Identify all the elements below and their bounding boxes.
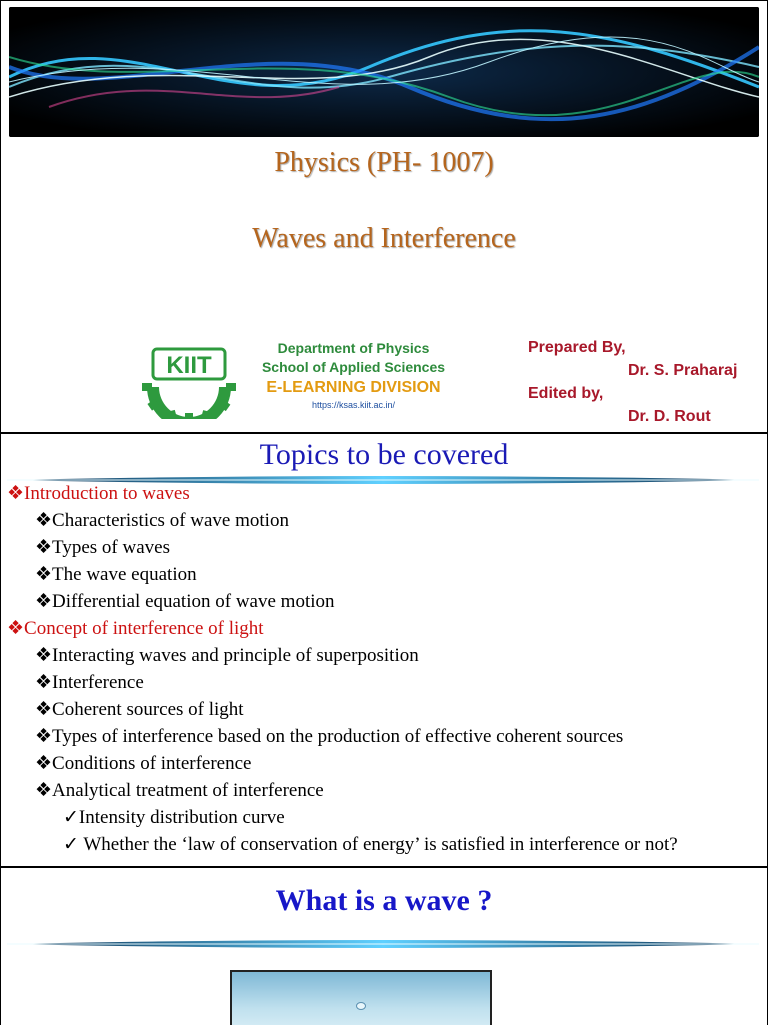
topic-sub-item [7, 723, 767, 750]
department-url[interactable]: https://ksas.kiit.ac.in/ [311, 400, 396, 410]
diamond-bullet-icon: ❖ [35, 726, 53, 747]
topic-sub-item [7, 507, 767, 534]
diamond-bullet-icon: ❖ [35, 780, 53, 801]
diamond-bullet-icon: ❖ [35, 510, 53, 531]
school-name: School of Applied Sciences [261, 359, 446, 375]
prepared-by-label: Prepared By, [528, 339, 626, 356]
topic-text: Introduction to waves [24, 483, 190, 504]
topic-text: Conditions of interference [52, 753, 252, 774]
water-ripple-image [230, 970, 492, 1025]
topic-sub-item [7, 696, 767, 723]
topic-sub-item [7, 777, 767, 804]
checkmark-icon: ✓ [63, 834, 79, 855]
topic-check-item [7, 831, 767, 858]
department-name: Department of Physics [277, 340, 430, 356]
wave-definition-slide [0, 867, 768, 1025]
topic-sub-item [7, 588, 767, 615]
elearning-division: E-LEARNING DIVISION [266, 379, 441, 396]
diamond-bullet-icon: ❖ [35, 699, 53, 720]
topic-sub-item [7, 642, 767, 669]
diamond-bullet-icon: ❖ [35, 753, 53, 774]
topic-sub-item [7, 750, 767, 777]
diamond-bullet-icon: ❖ [35, 645, 53, 666]
prepared-by-name: Dr. S. Praharaj [628, 362, 738, 379]
topic-text: Interference [52, 672, 144, 693]
topic-text: Concept of interference of light [24, 618, 264, 639]
water-drop [356, 1002, 366, 1010]
topics-list [7, 480, 767, 858]
topic-text: The wave equation [52, 564, 197, 585]
topic-text: Coherent sources of light [52, 699, 244, 720]
title-slide [0, 0, 768, 433]
topic-text: Analytical treatment of interference [52, 780, 324, 801]
department-block [241, 339, 466, 411]
topics-slide [0, 433, 768, 867]
topic-text: Whether the ‘law of conservation of energy’ is satisfied in interference or not? [78, 834, 678, 855]
logo-lettering: KIIT [166, 352, 212, 379]
credits-block [528, 336, 758, 428]
heading-divider [7, 938, 759, 950]
kiit-logo [139, 343, 239, 419]
checkmark-icon: ✓ [63, 807, 79, 828]
topic-text: Intensity distribution curve [78, 807, 285, 828]
diamond-bullet-icon: ❖ [35, 591, 53, 612]
topic-text: Types of waves [52, 537, 170, 558]
topic-text: Characteristics of wave motion [52, 510, 289, 531]
topic-check-item [7, 804, 767, 831]
diamond-bullet-icon: ❖ [35, 537, 53, 558]
topic-text: Interacting waves and principle of superposition [52, 645, 419, 666]
diamond-bullet-icon: ❖ [7, 618, 25, 639]
topics-heading: Topics to be covered [259, 438, 509, 471]
topic-text: Differential equation of wave motion [52, 591, 335, 612]
diamond-bullet-icon: ❖ [7, 483, 25, 504]
diamond-bullet-icon: ❖ [35, 564, 53, 585]
edited-by-label: Edited by, [528, 385, 604, 402]
topic-sub-item [7, 561, 767, 588]
topic-sub-item [7, 669, 767, 696]
topic-sub-item [7, 534, 767, 561]
wave-banner-image [9, 7, 759, 137]
edited-by-name: Dr. D. Rout [628, 408, 711, 425]
topic-main-item [7, 615, 767, 642]
wave-heading: What is a wave ? [275, 884, 493, 917]
topic-text: Types of interference based on the production of effective coherent sources [52, 726, 624, 747]
course-title: Physics (PH- 1007) [274, 147, 494, 178]
lecture-title: Waves and Interference [252, 223, 516, 254]
topic-main-item [7, 480, 767, 507]
diamond-bullet-icon: ❖ [35, 672, 53, 693]
